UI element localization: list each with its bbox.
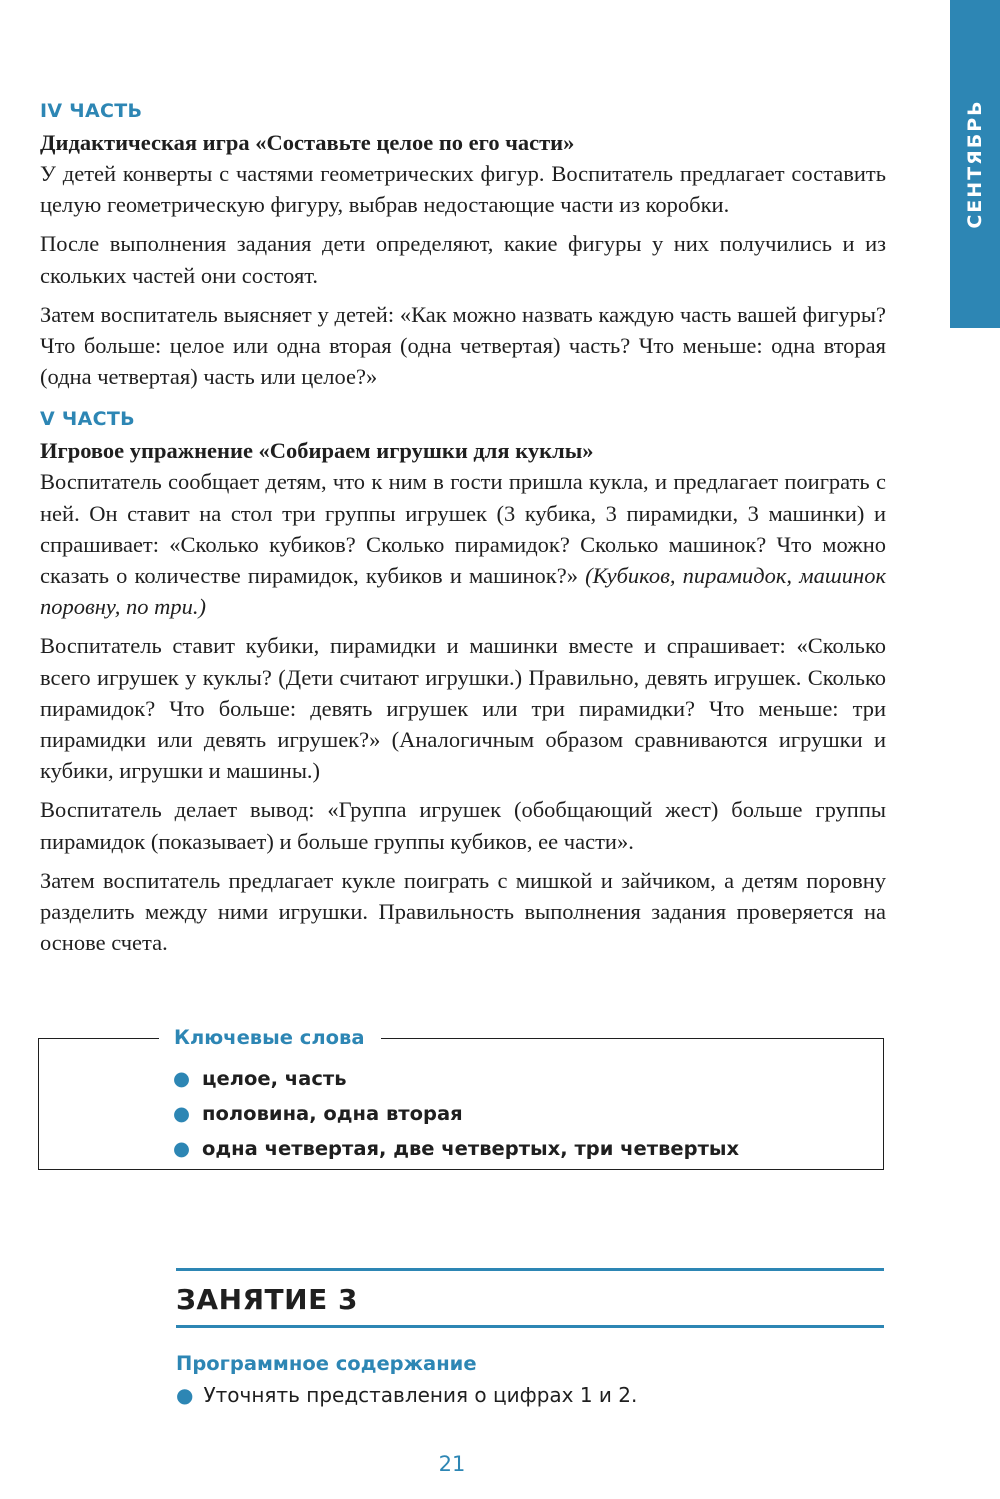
bullet-icon: ● <box>176 1383 194 1407</box>
part-5-paragraph: Затем воспитатель предлагает кукле поиграть с мишкой и зайчиком, а детям поровну разделить между ними игрушки. Правильность выполнения задания проверяется на основе счета. <box>40 867 886 956</box>
program-item-text: Уточнять представления о цифрах 1 и 2. <box>203 1383 638 1407</box>
month-label: СЕНТЯБРЬ <box>964 99 986 229</box>
part-4-title: Дидактическая игра «Составьте целое по его части» <box>40 130 575 155</box>
lesson-title: ЗАНЯТИЕ 3 <box>176 1283 358 1316</box>
keyword-item <box>173 1131 739 1166</box>
program-content-title: Программное содержание <box>176 1352 477 1375</box>
lesson-bottom-rule <box>176 1325 884 1328</box>
lesson-top-rule <box>176 1268 884 1271</box>
keyword-text: одна четвертая, две четвертых, три четвертых <box>202 1137 740 1160</box>
page-number: 21 <box>438 1452 466 1476</box>
keywords-list <box>173 1061 739 1166</box>
bullet-icon: ● <box>173 1067 191 1090</box>
part-5-paragraph <box>40 466 886 622</box>
part-4-paragraph: Затем воспитатель выясняет у детей: «Как можно назвать каждую часть вашей фигуры? Что больше: целое или одна вторая (одна четвертая) часть? Что меньше: одна вторая (одна четвертая) часть или целое?» <box>40 301 886 390</box>
keyword-item <box>173 1061 739 1096</box>
keywords-box <box>38 1026 884 1170</box>
part-4-paragraph: У детей конверты с частями геометрических фигур. Воспитатель предлагает составить целую геометрическую фигуру, выбрав недостающие части из коробки. <box>40 161 886 218</box>
part-5-paragraph: Воспитатель ставит кубики, пирамидки и машинки вместе и спрашивает: «Сколько всего игрушек у куклы? (Дети считают игрушки.) Правильно, девять игрушек. Сколько пирамидок? Что больше: девять игрушек или три пирамидки? Что меньше: три пирамидки или девять игрушек?» (Аналогичным образом сравниваются игрушки и кубики, игрушки и машины.) <box>40 633 886 784</box>
part-5-label: V ЧАСТЬ <box>40 408 135 431</box>
part-5-title: Игровое упражнение «Собираем игрушки для куклы» <box>40 438 594 464</box>
keywords-title: Ключевые слова <box>159 1023 381 1053</box>
bullet-icon: ● <box>173 1137 191 1160</box>
program-item <box>176 1380 637 1410</box>
part-5-paragraph: Воспитатель делает вывод: «Группа игрушек (обобщающий жест) больше группы пирамидок (показывает) и больше группы кубиков, ее части». <box>40 797 886 854</box>
part-5-paragraph-text: Воспитатель сообщает детям, что к ним в гости пришла кукла, и предлагает поиграть с ней. Он ставит на стол три группы игрушек (3 кубика, 3 пирамидки, 3 машинки) и спрашивает: «Сколько кубиков? Сколько пирамидок? Сколько машинок? Что можно сказать о количестве пирамидок, кубиков и машинок?» <box>40 469 886 589</box>
keyword-item <box>173 1096 739 1131</box>
month-side-tab <box>950 0 1000 328</box>
keyword-text: целое, часть <box>202 1067 347 1090</box>
part-4-paragraph: После выполнения задания дети определяют, какие фигуры у них получились и из скольких частей они состоят. <box>40 231 886 288</box>
part-5-answer-italic: (Кубиков, пирамидок, машинок поровну, по три.) <box>40 563 886 620</box>
part-4-section <box>40 96 886 392</box>
part-5-section <box>40 404 886 958</box>
main-text <box>40 96 886 966</box>
bullet-icon: ● <box>173 1102 191 1125</box>
keyword-text: половина, одна вторая <box>202 1102 463 1125</box>
part-4-label: IV ЧАСТЬ <box>40 100 143 122</box>
